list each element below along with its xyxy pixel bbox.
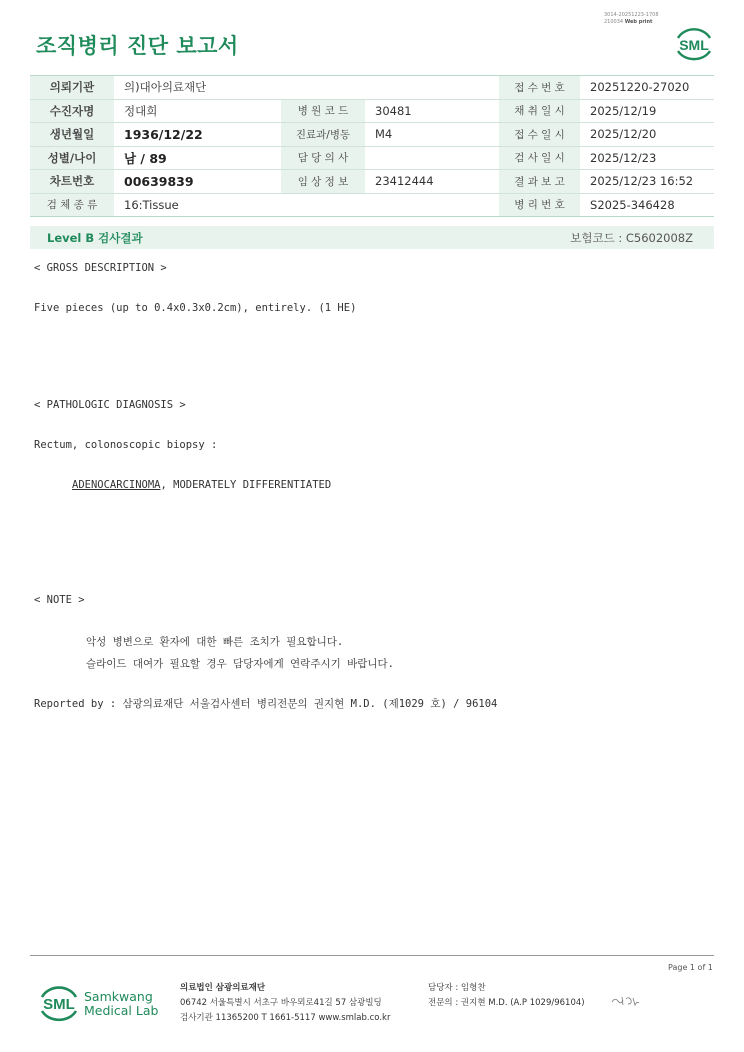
organization-info [180,981,390,1026]
page-number: Page 1 of 1 [668,963,713,972]
specimen-label: 검 체 종 류 [30,193,114,217]
path-no-label: 병 리 번 호 [499,193,580,217]
chart-value: 00639839 [114,170,281,194]
diagnosis-line [72,479,331,491]
exam-date-value: 2025/12/23 [580,146,714,170]
table-row [30,146,714,170]
org-address: 06742 서울특별시 서초구 바우뫼로41길 57 삼광빌딩 [180,998,382,1008]
result-date-value: 2025/12/23 16:52 [580,170,714,194]
exam-date-label: 검 사 일 시 [499,146,580,170]
sml-footer-logo-icon [36,980,82,1026]
birth-value: 1936/12/22 [114,123,281,147]
brand-name [84,990,158,1018]
org-contact: 검사기관 11365200 T 1661-5117 www.smlab.co.kr [180,1013,391,1023]
table-row [30,193,714,217]
doctor-label: 담 당 의 사 [281,146,365,170]
footer-divider [30,955,714,956]
sml-footer-logo-text: SML [43,996,75,1013]
clinical-label: 임 상 정 보 [281,170,365,194]
sml-logo-icon [672,24,716,64]
hospital-code-value: 30481 [365,99,499,123]
receipt-date-label: 접 수 일 시 [499,123,580,147]
specialist-name: 권지현 M.D. (A.P 1029/96104) [460,998,585,1008]
level-title: Level B 검사결과 [47,231,143,245]
signature-icon [610,994,640,1008]
brand-line-2: Medical Lab [84,1003,159,1018]
specialist-label: 전문의 : [428,998,459,1008]
collect-date-label: 채 취 일 시 [499,99,580,123]
path-no-value: S2025-346428 [580,193,714,217]
staff-info [428,981,585,1011]
gross-text: Five pieces (up to 0.4x0.3x0.2cm), entirely. (1 HE) [34,302,357,314]
note-header: < NOTE > [34,594,85,606]
print-meta-web: Web print [624,18,653,25]
staff-name: 임형찬 [460,983,486,993]
collect-date-value: 2025/12/19 [580,99,714,123]
staff-label: 담당자 : [428,983,459,993]
doctor-value [365,146,499,170]
sex-age-value: 남 / 89 [114,146,281,170]
table-row [30,99,714,123]
sml-logo-text: SML [679,37,709,53]
insurance-code: 보험코드 : C5602008Z [570,231,693,245]
patient-info-table [30,75,714,217]
sex-age-label: 성별/나이 [30,146,114,170]
requesting-org-value: 의)대아의료재단 [114,76,499,100]
print-meta [604,12,659,25]
clinical-value: 23412444 [365,170,499,194]
diagnosis-grade: , MODERATELY DIFFERENTIATED [160,479,332,491]
table-row [30,170,714,194]
print-meta-id: 3014-20251223-1708 [604,12,659,18]
table-row [30,76,714,100]
diagnosis-site: Rectum, colonoscopic biopsy : [34,439,218,451]
receipt-no-value: 20251220-27020 [580,76,714,100]
receipt-no-label: 접 수 번 호 [499,76,580,100]
dept-label: 진료과/병동 [281,123,365,147]
brand-line-1: Samkwang [84,989,153,1004]
print-meta-code: 210034 [604,18,624,25]
patient-value: 정대희 [114,99,281,123]
diagnosis-header: < PATHOLOGIC DIAGNOSIS > [34,399,186,411]
gross-header: < GROSS DESCRIPTION > [34,262,167,274]
org-name: 의료법인 삼광의료재단 [180,983,266,993]
requesting-org-label: 의뢰기관 [30,76,114,100]
patient-label: 수진자명 [30,99,114,123]
note-line-2: 슬라이드 대여가 필요할 경우 담당자에게 연락주시기 바랍니다. [86,658,394,670]
note-line-1: 악성 병변으로 환자에 대한 빠른 조치가 필요합니다. [86,636,344,648]
hospital-code-label: 병 원 코 드 [281,99,365,123]
birth-label: 생년월일 [30,123,114,147]
report-title: 조직병리 진단 보고서 [36,34,239,58]
specimen-value: 16:Tissue [114,193,499,217]
diagnosis-term: ADENOCARCINOMA [72,479,161,491]
level-bar [30,226,714,249]
table-row [30,123,714,147]
dept-value: M4 [365,123,499,147]
result-date-label: 결 과 보 고 [499,170,580,194]
chart-label: 차트번호 [30,170,114,194]
receipt-date-value: 2025/12/20 [580,123,714,147]
reported-by: Reported by : 삼광의료재단 서울검사센터 병리전문의 권지현 M.D. (제1029 호) / 96104 [34,698,498,710]
